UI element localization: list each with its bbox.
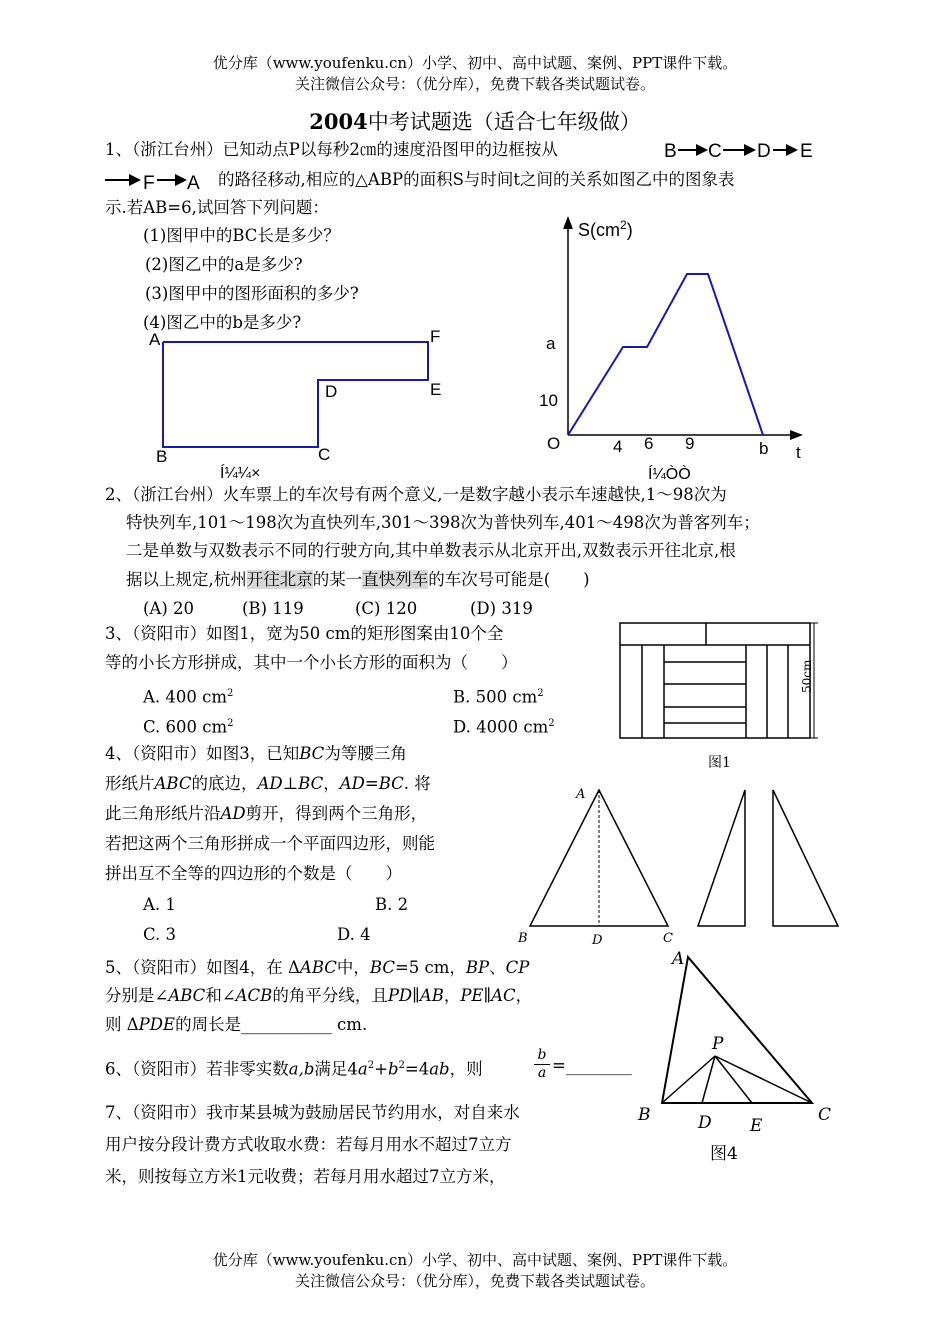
- q2-line-1: 2、（浙江台州）火车票上的车次号有两个意义,一是数字越小表示车速越快,1～98次为: [105, 485, 727, 504]
- path-label-f: F: [143, 173, 155, 194]
- fig3-label-d: D: [592, 933, 603, 948]
- path-label-b: B: [664, 141, 677, 162]
- q2-option-d: (D) 319: [470, 599, 533, 618]
- q2-line-4: 据以上规定,杭州开往北京的某一直快列车的车次号可能是( ): [126, 570, 590, 589]
- q1-line-2: 的路径移动,相应的△ABP的面积S与时间t之间的关系如图乙中的图象表: [218, 170, 735, 189]
- q1-figure-yi: [530, 213, 820, 488]
- header-line-1: 优分库（www.youfenku.cn）小学、初中、高中试题、案例、PPT课件下载。: [212, 54, 738, 72]
- q1-path-diagram-bottom: [105, 165, 215, 195]
- q4-line-3: 此三角形纸片沿AD剪开，得到两个三角形，: [105, 804, 428, 823]
- q1-sub-4: (4)图乙中的b是多少?: [143, 313, 302, 332]
- title-year: 2004: [309, 109, 368, 134]
- q1-line-3: 示.若AB=6,试回答下列问题：: [105, 198, 329, 217]
- q7-line-1: 7、（资阳市）我市某县城为鼓励居民节约用水，对自来水: [105, 1103, 520, 1122]
- yi-tick-b: b: [759, 439, 769, 458]
- q3-figure-1: [610, 615, 830, 775]
- yi-tick-a: a: [546, 334, 556, 353]
- yi-origin: O: [547, 434, 561, 453]
- q1-sub-1: (1)图甲中的BC长是多少？: [143, 226, 340, 245]
- q4-option-a: A. 1: [143, 895, 176, 914]
- jia-label-c: C: [318, 445, 331, 464]
- jia-label-e: E: [430, 380, 442, 399]
- header-line-2: 关注微信公众号：（优分库），免费下载各类试题试卷。: [294, 75, 655, 93]
- fig3-label-c: C: [663, 931, 673, 946]
- fig3-label-a: A: [576, 787, 586, 802]
- q3-line-1: 3、（资阳市）如图1，宽为50 cm的矩形图案由10个全: [105, 624, 504, 643]
- q4-figure-3: [512, 780, 847, 950]
- q2-line-2: 特快列车,101～198次为直快列车,301～398次为普快列车,401～498次为普客列车；: [126, 513, 760, 532]
- q1-figure-jia: [145, 325, 465, 485]
- q5-line-1: 5、（资阳市）如图4，在 ΔABC中，BC=5 cm，BP、CP: [105, 958, 530, 977]
- q1-sub-2: (2)图乙中的a是多少?: [145, 255, 303, 274]
- q2-line-3: 二是单数与双数表示不同的行驶方向,其中单数表示从北京开出,双数表示开往北京,根: [126, 541, 736, 560]
- q5-figure-4: [630, 945, 845, 1165]
- highlight-express: 直快列车: [362, 570, 429, 589]
- q3-option-a: A. 400 $cm^2$: [143, 687, 234, 707]
- fig1-caption: 图1: [708, 755, 731, 771]
- fig4-label-b: B: [638, 1105, 651, 1125]
- fig4-caption: 图4: [710, 1144, 738, 1164]
- jia-label-a: A: [149, 330, 161, 349]
- fig1-dimension: 50cm: [800, 659, 814, 693]
- path-label-e: E: [800, 141, 813, 162]
- q7-line-2: 用户按分段计费方式收取水费：若每月用水不超过7立方: [105, 1135, 512, 1154]
- jia-label-f: F: [430, 327, 441, 346]
- fig4-label-a: A: [672, 949, 685, 969]
- highlight-to-beijing: 开往北京: [246, 570, 313, 589]
- yi-tick-4: 4: [613, 437, 623, 456]
- yi-axis-x-label: t: [796, 443, 801, 462]
- q3-option-c: C. 600 $cm^2$: [143, 717, 234, 737]
- q3-option-d: D. 4000 $cm^2$: [453, 717, 555, 737]
- jia-outline: [163, 342, 428, 447]
- yi-tick-9: 9: [685, 434, 695, 453]
- q2-option-c: (C) 120: [355, 599, 418, 618]
- jia-label-d: D: [325, 382, 338, 401]
- q1-path-diagram-top: [660, 132, 830, 164]
- q3-option-b: B. 500 $cm^2$: [453, 687, 544, 707]
- q2-option-a: (A) 20: [143, 599, 195, 618]
- fig3-label-b: B: [518, 931, 528, 946]
- path-label-c: C: [708, 141, 722, 162]
- q2-option-b: (B) 119: [242, 599, 304, 618]
- yi-graph-line: [568, 274, 763, 435]
- q6-answer-blank: =________: [552, 1056, 632, 1075]
- yi-tick-6: 6: [644, 434, 654, 453]
- fig4-label-e: E: [750, 1116, 763, 1136]
- q4-line-4: 若把这两个三角形拼成一个平面四边形，则能: [105, 834, 435, 853]
- q4-line-1: 4、（资阳市）如图3，已知BC为等腰三角: [105, 744, 407, 763]
- q7-line-3: 米，则按每立方米1元收费；若每月用水超过7立方米，: [105, 1167, 506, 1186]
- footer-line-1: 优分库（www.youfenku.cn）小学、初中、高中试题、案例、PPT课件下载。: [212, 1251, 738, 1269]
- q4-line-2: 形纸片ABC的底边，AD⊥BC，AD=BC. 将: [105, 774, 431, 793]
- q5-line-3: 则 ΔPDE的周长是___________ cm.: [105, 1015, 368, 1034]
- q4-line-5: 拼出互不全等的四边形的个数是（ ）: [105, 864, 402, 883]
- footer-line-2: 关注微信公众号：（优分库），免费下载各类试题试卷。: [294, 1272, 655, 1290]
- q5-line-2: 分别是∠ABC和∠ACB的角平分线，且PD∥AB，PE∥AC，: [105, 986, 533, 1005]
- q4-option-d: D. 4: [337, 925, 371, 944]
- q6-fraction: b a: [534, 1047, 550, 1082]
- fig4-label-p: P: [712, 1034, 724, 1054]
- title-text: 中考试题选（适合七年级做）: [367, 110, 641, 134]
- q1-sub-3: (3)图甲中的图形面积的多少?: [145, 284, 359, 303]
- fig4-label-c: C: [818, 1105, 832, 1125]
- jia-caption: Í¼¼×: [220, 465, 261, 482]
- path-label-d: D: [757, 141, 771, 162]
- q4-option-b: B. 2: [375, 895, 409, 914]
- jia-label-b: B: [156, 447, 168, 466]
- q6-line: 6、（资阳市）若非零实数a,b满足$4a^2+b^2=4ab$，则: [105, 1059, 483, 1079]
- q3-line-2: 等的小长方形拼成，其中一个小长方形的面积为（ ）: [105, 653, 518, 672]
- yi-caption: Í¼ÒÒ: [648, 466, 691, 483]
- fig4-label-d: D: [698, 1113, 712, 1133]
- q1-intro: 1、（浙江台州）已知动点P以每秒2㎝的速度沿图甲的边框按从: [105, 140, 558, 159]
- q4-option-c: C. 3: [143, 925, 177, 944]
- yi-tick-10: 10: [539, 391, 558, 410]
- yi-axis-y-label: $S(cm^2)$: [578, 218, 633, 240]
- path-label-a: A: [187, 173, 200, 194]
